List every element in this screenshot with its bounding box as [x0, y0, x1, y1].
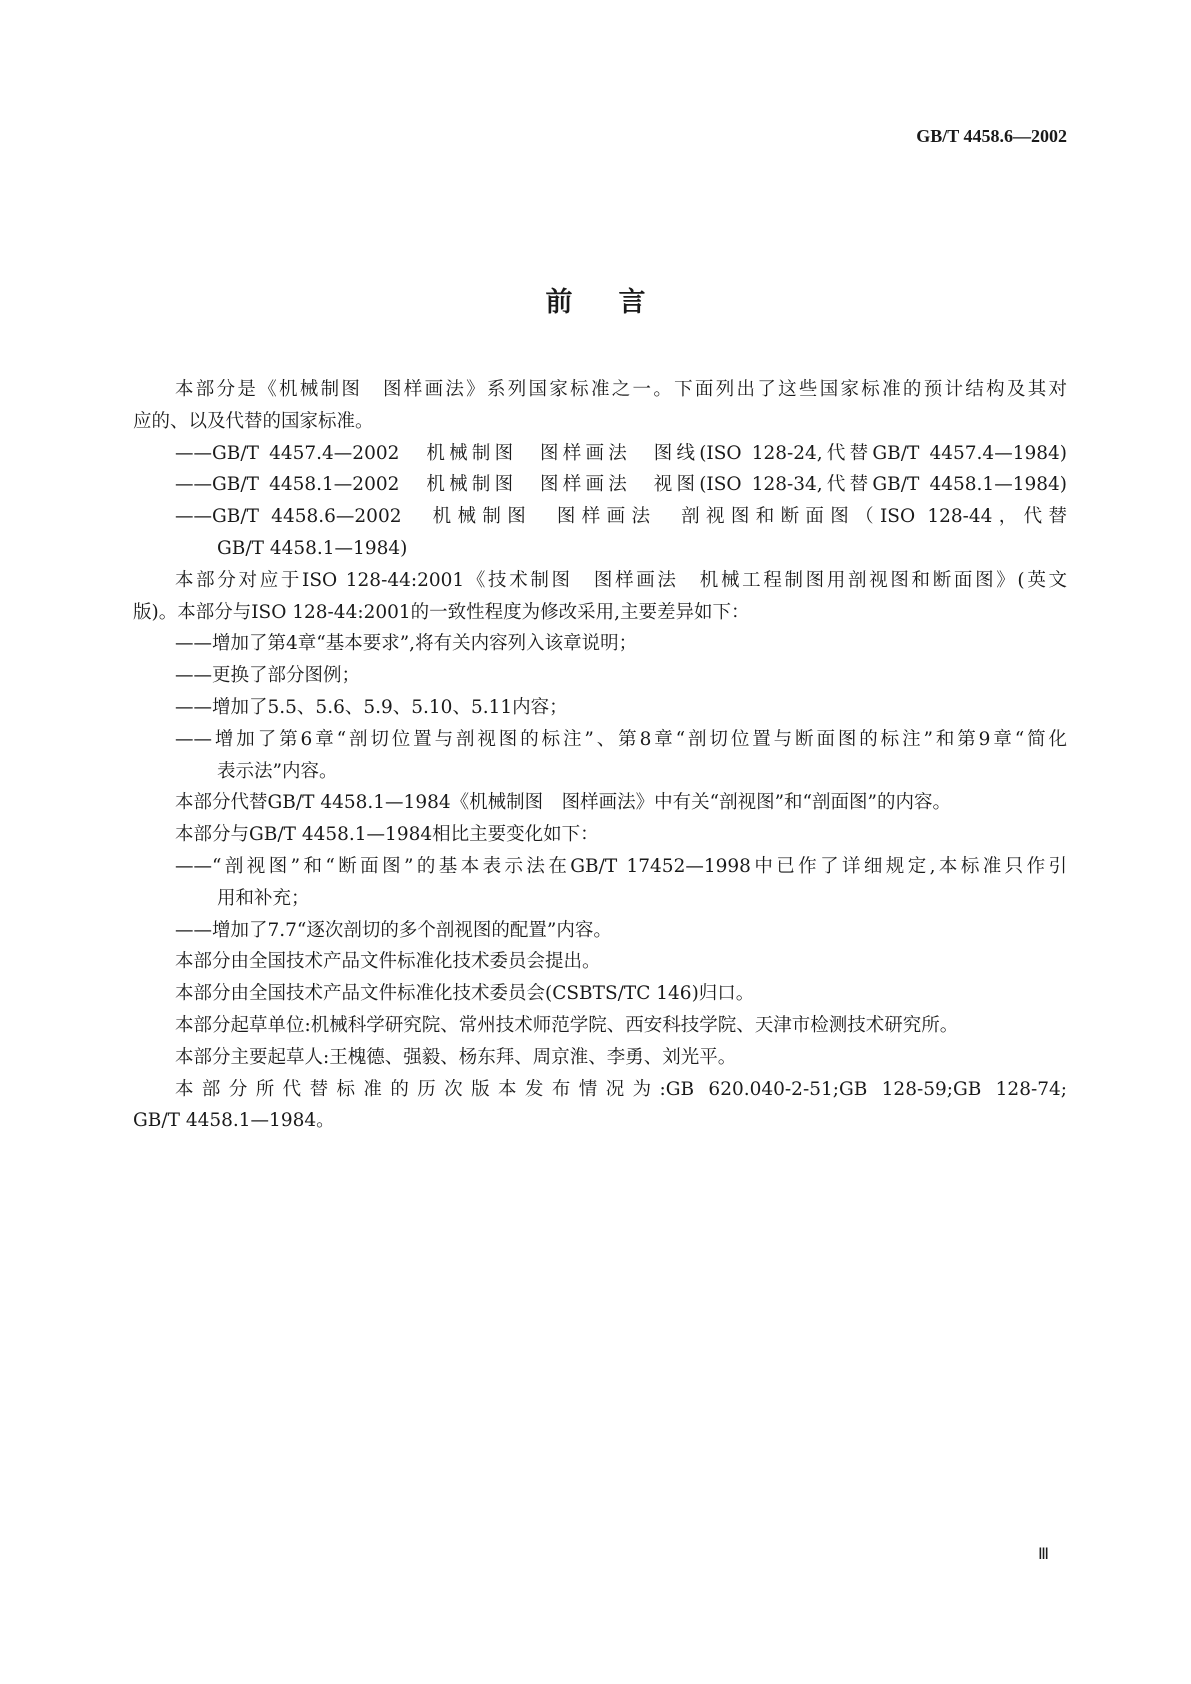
list-item: ——增加了第4章“基本要求”,将有关内容列入该章说明； [175, 633, 638, 654]
paragraph-line: 本部分与GB/T 4458.1—1984相比主要变化如下： [175, 824, 599, 845]
paragraph-line: GB/T 4458.1—1984。 [133, 1110, 335, 1131]
paragraph-line: 本部分起草单位:机械科学研究院、常州技术师范学院、西安科技学院、天津市检测技术研究所。 [175, 1015, 959, 1036]
page-number: Ⅲ [1038, 1546, 1050, 1563]
list-item: ——GB/T 4458.1—2002 机械制图 图样画法 视图(ISO 128-34,代替GB/T 4458.1—1984) [175, 474, 1067, 495]
paragraph-line: 本部分由全国技术产品文件标准化技术委员会(CSBTS/TC 146)归口。 [175, 983, 755, 1004]
paragraph-line: 本部分主要起草人:王槐德、强毅、杨东拜、周京淮、李勇、刘光平。 [175, 1047, 737, 1068]
list-item-continuation: GB/T 4458.1—1984) [217, 538, 408, 559]
list-item: ——增加了第6章“剖切位置与剖视图的标注”、第8章“剖切位置与断面图的标注”和第9章“简化 [175, 729, 1067, 750]
list-item: ——增加了5.5、5.6、5.9、5.10、5.11内容； [175, 697, 568, 718]
list-item-continuation: 用和补充； [217, 888, 310, 909]
paragraph-line: 版)。本部分与ISO 128-44:2001的一致性程度为修改采用,主要差异如下： [133, 602, 750, 623]
list-item: ——更换了部分图例； [175, 665, 361, 686]
page-title: 前言 [545, 287, 692, 318]
list-item: ——GB/T 4457.4—2002 机械制图 图样画法 图线(ISO 128-24,代替GB/T 4457.4—1984) [175, 443, 1067, 464]
standard-number-header: GB/T 4458.6—2002 [916, 126, 1067, 146]
list-item-continuation: 表示法”内容。 [217, 761, 338, 782]
paragraph-line: 本部分所代替标准的历次版本发布情况为:GB 620.040-2-51;GB 128-59;GB 128-74; [175, 1079, 1067, 1100]
paragraph-line: 本部分对应于ISO 128-44:2001《技术制图 图样画法 机械工程制图用剖视图和断面图》(英文 [175, 570, 1067, 591]
list-item: ——GB/T 4458.6—2002 机械制图 图样画法 剖视图和断面图（ISO 128-44，代替 [175, 506, 1067, 527]
paragraph-line: 本部分代替GB/T 4458.1—1984《机械制图 图样画法》中有关“剖视图”和“剖面图”的内容。 [175, 792, 951, 813]
list-item: ——“剖视图”和“断面图”的基本表示法在GB/T 17452—1998中已作了详细规定,本标准只作引 [175, 856, 1067, 877]
paragraph-line: 应的、以及代替的国家标准。 [133, 411, 374, 432]
paragraph-line: 本部分是《机械制图 图样画法》系列国家标准之一。下面列出了这些国家标准的预计结构及其对 [175, 379, 1067, 400]
list-item: ——增加了7.7“逐次剖切的多个剖视图的配置”内容。 [175, 920, 612, 941]
paragraph-line: 本部分由全国技术产品文件标准化技术委员会提出。 [175, 951, 601, 972]
